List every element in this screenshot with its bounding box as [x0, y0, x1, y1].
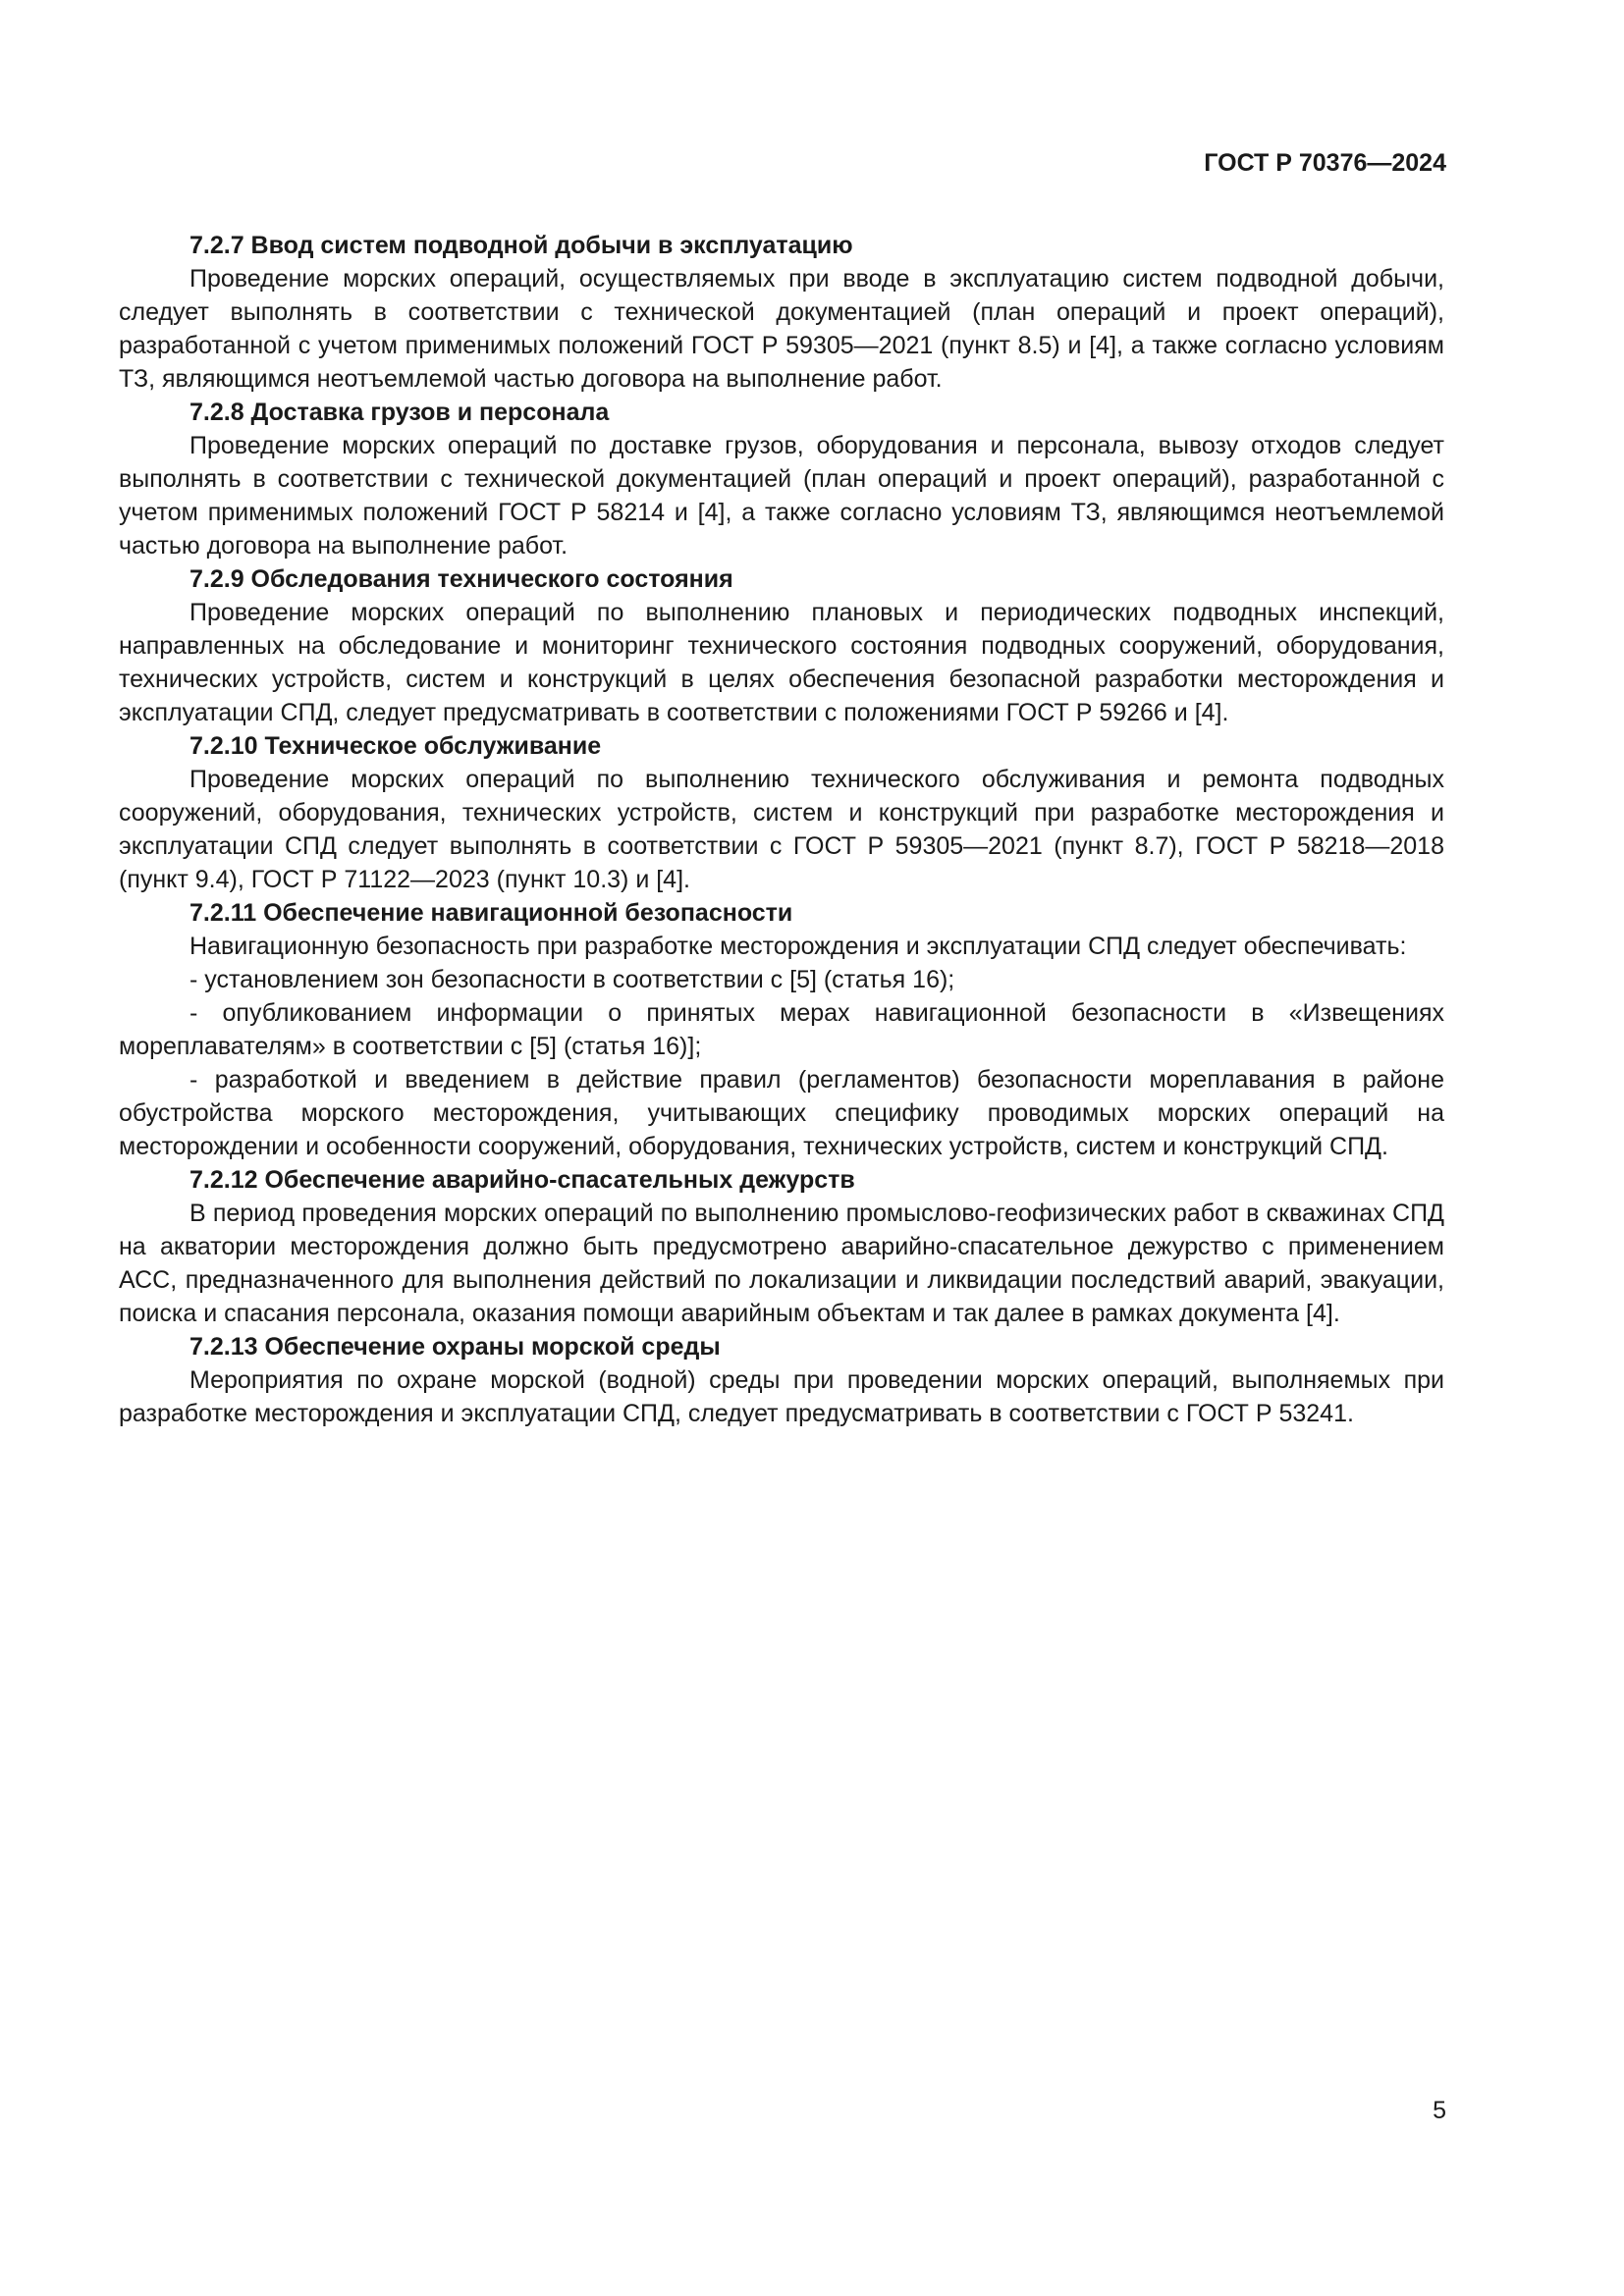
page-number: 5 [1433, 2097, 1446, 2124]
section-heading: 7.2.9 Обследования технического состояния [189, 565, 733, 593]
section-heading: 7.2.11 Обеспечение навигационной безопасности [189, 899, 793, 927]
section-heading: 7.2.8 Доставка грузов и персонала [189, 399, 610, 426]
document-header: ГОСТ Р 70376—2024 [1204, 149, 1446, 177]
paragraph: Проведение морских операций по выполнению технического обслуживания и ремонта подводных сооружений, оборудования, технических устройств, систем и конструкций при разработке месторождения и эксплуатации СПД следует выполнять в соответствии с ГОСТ Р 59305—2021 (пункт 8.7), ГОСТ Р 58218—2018 (пункт 9.4), ГОСТ Р 71122—2023 (пункт 10.3) и [4]. [119, 766, 1444, 893]
paragraph: Мероприятия по охране морской (водной) среды при проведении морских операций, выполняемых при разработке месторождения и эксплуатации СПД, следует предусматривать в соответствии с ГОСТ Р 53241. [119, 1366, 1444, 1427]
paragraph: Проведение морских операций по выполнению плановых и периодических подводных инспекций, направленных на обследование и мониторинг технического состояния подводных сооружений, оборудования, технических устройств, систем и конструкций в целях обеспечения безопасной разработки месторождения и эксплуатации СПД, следует предусматривать в соответствии с положениями ГОСТ Р 59266 и [4]. [119, 599, 1444, 726]
paragraph: Проведение морских операций по доставке грузов, оборудования и персонала, вывозу отходов следует выполнять в соответствии с технической документацией (план операций и проект операций), разработанной с учетом применимых положений ГОСТ Р 58214 и [4], а также согласно условиям ТЗ, являющимся неотъемлемой частью договора на выполнение работ. [119, 432, 1444, 560]
list-item: - разработкой и введением в действие правил (регламентов) безопасности мореплавания в районе обустройства морского месторождения, учитывающих специфику проводимых морских операций на месторождении и особенности сооружений, оборудования, технических устройств, систем и конструкций СПД. [119, 1066, 1444, 1160]
section-heading: 7.2.10 Техническое обслуживание [189, 732, 602, 760]
document-body [119, 229, 1444, 1430]
list-item: - опубликованием информации о принятых мерах навигационной безопасности в «Извещениях мореплавателям» в соответствии с [5] (статья 16)]; [119, 999, 1444, 1060]
paragraph: Проведение морских операций, осуществляемых при вводе в эксплуатацию систем подводной добычи, следует выполнять в соответствии с технической документацией (план операций и проект операций), разработанной с учетом применимых положений ГОСТ Р 59305—2021 (пункт 8.5) и [4], а также согласно условиям ТЗ, являющимся неотъемлемой частью договора на выполнение работ. [119, 265, 1444, 393]
paragraph: В период проведения морских операций по выполнению промыслово-геофизических работ в скважинах СПД на акватории месторождения должно быть предусмотрено аварийно-спасательное дежурство с применением АСС, предназначенного для выполнения действий по локализации и ликвидации последствий аварий, эвакуации, поиска и спасания персонала, оказания помощи аварийным объектам и так далее в рамках документа [4]. [119, 1200, 1444, 1327]
section-heading: 7.2.13 Обеспечение охраны морской среды [189, 1333, 721, 1361]
section-heading: 7.2.7 Ввод систем подводной добычи в эксплуатацию [189, 232, 853, 259]
list-item: - установлением зон безопасности в соответствии с [5] (статья 16); [189, 966, 955, 993]
section-heading: 7.2.12 Обеспечение аварийно-спасательных дежурств [189, 1166, 855, 1194]
paragraph: Навигационную безопасность при разработке месторождения и эксплуатации СПД следует обеспечивать: [189, 933, 1407, 960]
